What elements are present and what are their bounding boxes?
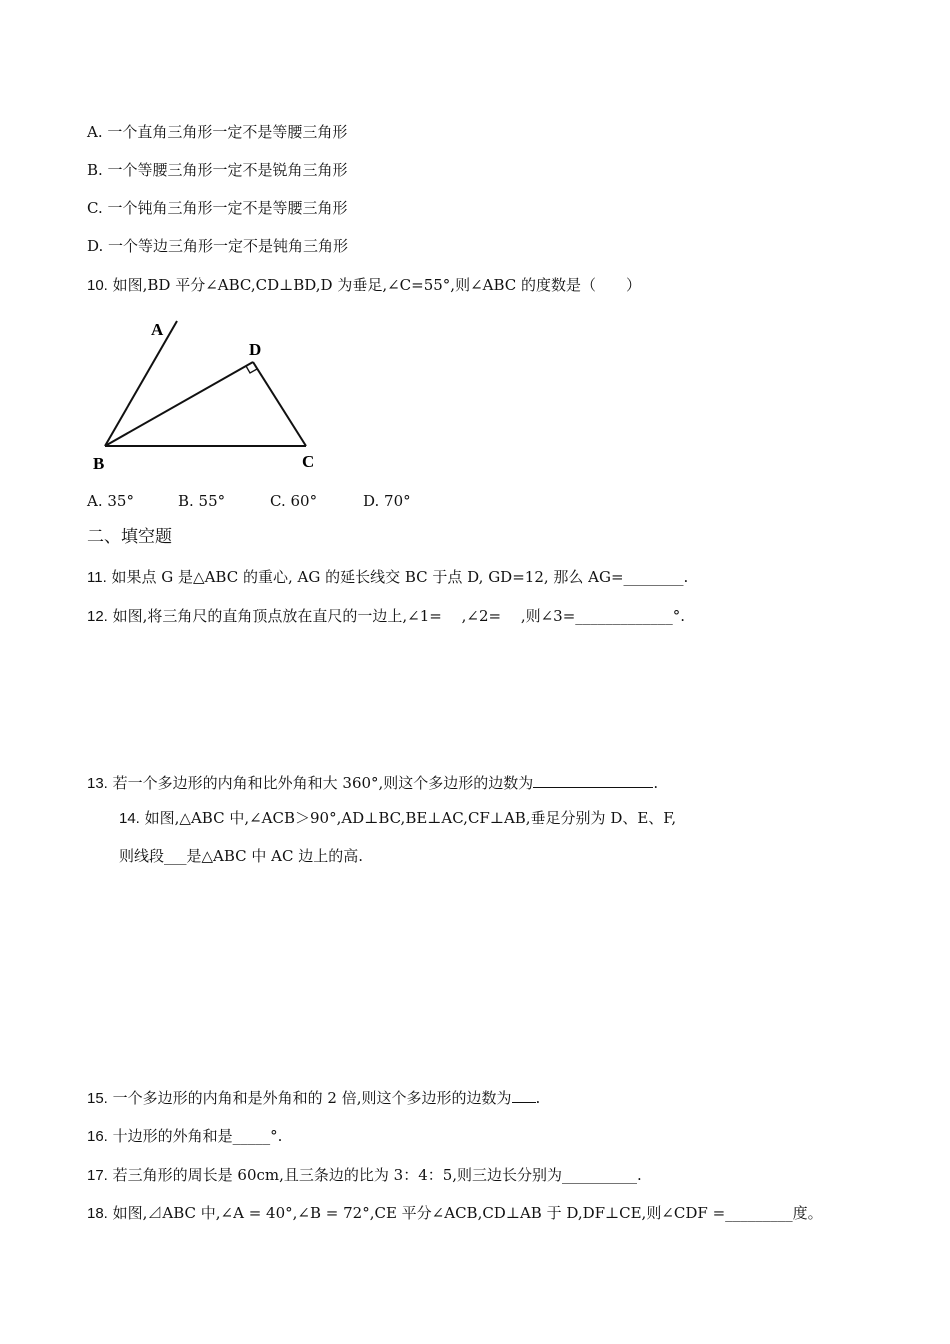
question-number: 11.: [87, 569, 107, 586]
section-title: 二、填空题: [87, 527, 172, 547]
question-text-end: .: [535, 1089, 541, 1107]
q9-option-a: A. 一个直角三角形一定不是等腰三角形: [87, 123, 348, 141]
question-13: [87, 772, 658, 794]
question-text: 一个多边形的内角和是外角和的 2 倍,则这个多边形的边数为: [112, 1089, 512, 1107]
question-text: 如图,⊿ABC 中,∠A = 40°,∠B = 72°,CE 平分∠ACB,CD⊥AB 于 D,DF⊥CE,则∠CDF =_________度。: [112, 1204, 823, 1222]
segment-bd: [105, 362, 253, 446]
q9-option-c: C. 一个钝角三角形一定不是等腰三角形: [87, 199, 348, 217]
question-number: 17.: [87, 1167, 108, 1184]
question-text: 若三角形的周长是 60cm,且三条边的比为 3：4：5,则三边长分别为__________.: [112, 1166, 642, 1184]
q10-option-d: D. 70°: [363, 492, 411, 510]
q10-option-a: A. 35°: [87, 492, 134, 510]
question-16: [87, 1126, 282, 1147]
segment-dc: [253, 362, 306, 446]
answer-blank: [512, 1087, 536, 1103]
label-d: D: [249, 340, 262, 359]
q10-triangle-figure: [85, 315, 325, 475]
question-text: 若一个多边形的内角和比外角和大 360°,则这个多边形的边数为: [112, 774, 534, 792]
label-b: B: [93, 454, 105, 473]
question-number: 16.: [87, 1128, 108, 1145]
question-14-line1: [119, 808, 676, 829]
question-number: 10.: [87, 277, 108, 294]
question-text: 如图,△ABC 中,∠ACB＞90°,AD⊥BC,BE⊥AC,CF⊥AB,垂足分别为 D、E、F,: [144, 809, 677, 827]
question-number: 15.: [87, 1090, 108, 1107]
ray-ba: [105, 321, 177, 446]
q10-options: [87, 491, 411, 511]
question-15: [87, 1087, 540, 1109]
question-number: 12.: [87, 608, 108, 625]
question-number: 14.: [119, 810, 140, 827]
question-text: 如图,将三角尺的直角顶点放在直尺的一边上,∠1= ,∠2= ,则∠3=_____________°.: [112, 607, 686, 625]
question-17: [87, 1165, 642, 1186]
q9-option-b: B. 一个等腰三角形一定不是锐角三角形: [87, 161, 348, 179]
question-12: [87, 606, 685, 627]
question-number: 18.: [87, 1205, 108, 1222]
question-18: [87, 1203, 823, 1224]
q10-option-c: C. 60°: [270, 492, 318, 510]
label-c: C: [302, 452, 315, 471]
question-text: 如果点 G 是△ABC 的重心, AG 的延长线交 BC 于点 D, GD=12, 那么 AG=________.: [111, 568, 689, 586]
question-text-end: .: [653, 774, 659, 792]
question-11: [87, 567, 688, 588]
question-number: 13.: [87, 775, 108, 792]
label-a: A: [151, 320, 164, 339]
question-text: 如图,BD 平分∠ABC,CD⊥BD,D 为垂足,∠C=55°,则∠ABC 的度数是（ ）: [112, 276, 642, 294]
question-text: 十边形的外角和是_____°.: [112, 1127, 283, 1145]
q9-option-d: D. 一个等边三角形一定不是钝角三角形: [87, 237, 349, 255]
question-10: [87, 275, 641, 296]
answer-blank: [533, 772, 653, 788]
q10-option-b: B. 55°: [178, 492, 226, 510]
question-14-line2: 则线段___是△ABC 中 AC 边上的高.: [119, 847, 364, 865]
